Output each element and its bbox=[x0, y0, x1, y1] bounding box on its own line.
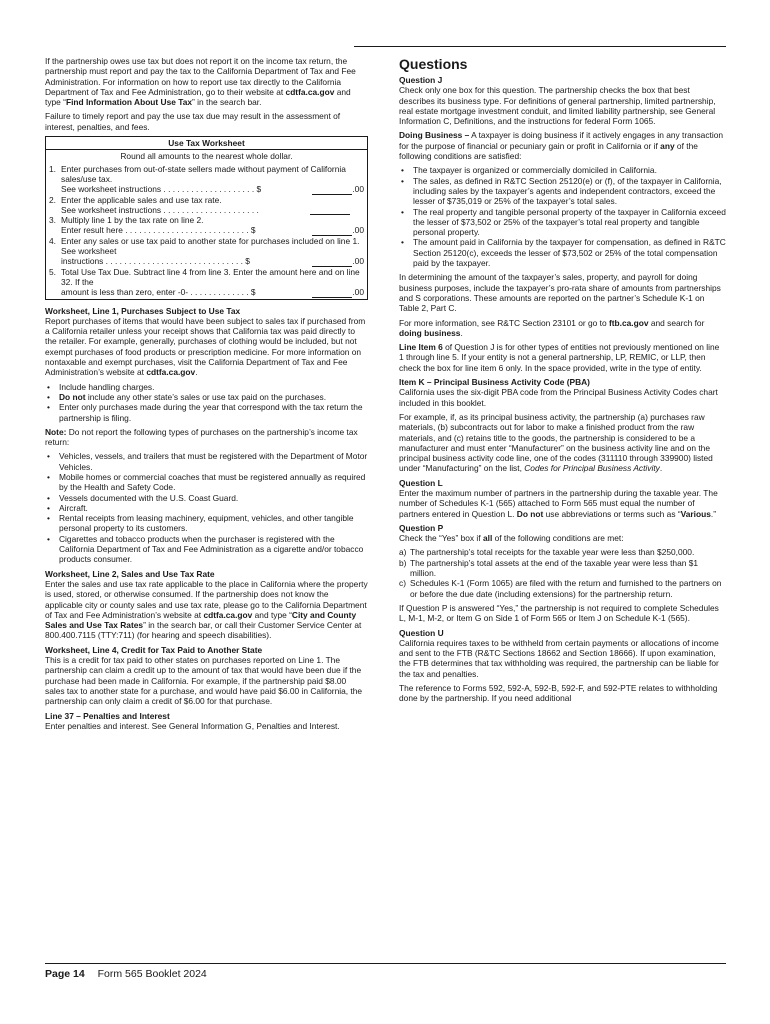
line4-heading: Worksheet, Line 4, Credit for Tax Paid to Another State bbox=[45, 644, 263, 655]
worksheet-line-2: 2. Enter the applicable sales and use tax rate. See worksheet instructions . . . . . . . . . . . . . . . . . . . . . bbox=[49, 195, 364, 216]
example-paragraph: For example, if, as its principal business activity, the partnership (a) purchases raw materials, (b) subcontracts out for labor to make a finished product from the raw materials, and (c) retains title to the goods, the partnership is considered to be a manufacturer and must enter “Manufacturer” on the business activity line and on the principal business activity code line, one of the codes (311110 through 339900) listed under “Manufacturing” on the list, Codes for Principal Business Activity. bbox=[399, 411, 713, 474]
question-p-paragraph: Check the “Yes” box if all of the following conditions are met: bbox=[399, 533, 624, 544]
line-3-amount-field[interactable] bbox=[312, 226, 352, 236]
question-p-after: If Question P is answered “Yes,” the partnership is not required to complete Schedules L, M-1, M-2, or Item G on Side 1 of Form 565 or Item J on Schedule K-1 (565). bbox=[399, 602, 719, 624]
question-l-heading: Question L bbox=[399, 477, 443, 488]
question-j-heading: Question J bbox=[399, 75, 443, 85]
list-item: • Vehicles, vessels, and trailers that must be registered with the Department of Motor Vehicles. bbox=[45, 451, 368, 472]
cdtfa-link: cdtfa.ca.gov bbox=[285, 86, 335, 97]
worksheet-line-3: 3. Multiply line 1 by the tax rate on line 2. Enter result here . . . . . . . . . . . . . . . . . . . . . . . . . . . $ .00 bbox=[49, 215, 364, 236]
list-item: • Enter only purchases made during the year that correspond with the tax return the partnership is filing. bbox=[45, 402, 368, 423]
list-item: • Cigarettes and tobacco products when the purchaser is registered with the California Department of Tax and Fee Administration as a cigarette and/or tobacco products consumer. bbox=[45, 534, 368, 565]
page-number: Page 14 bbox=[45, 968, 85, 980]
question-p-heading: Question P bbox=[399, 522, 444, 533]
failure-notice: Failure to timely report and pay the use tax due may result in the assessment of interest, penalties, and fees. bbox=[45, 111, 341, 132]
list-item: • Do not include any other state’s sales or use tax paid on the purchases. bbox=[45, 392, 368, 402]
line-1-amount-field[interactable] bbox=[312, 185, 352, 195]
worksheet-line-1: 1. Enter purchases from out-of-state sellers made without payment of California sales/use tax. See worksheet instructions . . . . . . . . . . . . . . . . . . . . $ .00 bbox=[49, 163, 364, 195]
list-item: • Aircraft. bbox=[45, 503, 368, 513]
worksheet-line-5: 5. Total Use Tax Due. Subtract line 4 from line 3. Enter the amount here and on line 32. If the amount is less than zero, enter -0- . . . . . . . . . . . . . $ .00 bbox=[49, 266, 364, 298]
more-info-paragraph: For more information, see R&TC Section 23101 or go to ftb.ca.gov and search for doing business. bbox=[399, 317, 705, 338]
line37-paragraph: Enter penalties and interest. See General Information G, Penalties and Interest. bbox=[45, 720, 340, 731]
question-u-heading: Question U bbox=[399, 627, 444, 638]
worksheet-title: Use Tax Worksheet bbox=[46, 138, 367, 150]
line-item-6-paragraph: Line Item 6 of Question J is for other types of entities not previously mentioned on line 1 through line 5. If your entity is not a general partnership, LP, REMIC, or LLP, then check the box for line item 6 only. In the space provided, write in the type of entity. bbox=[399, 342, 720, 373]
doing-business-paragraph: Doing Business – A taxpayer is doing business if it actively engages in any transaction for the purpose of financial or pecuniary gain or profit in California or if any of the following conditions are satisfied: bbox=[399, 130, 724, 162]
page-footer bbox=[45, 963, 726, 979]
list-item: • The taxpayer is organized or commercially domiciled in California. bbox=[399, 165, 726, 175]
note-bullets bbox=[45, 451, 368, 564]
line37-heading: Line 37 – Penalties and Interest bbox=[45, 710, 170, 721]
item-k-heading: Item K – Principal Business Activity Code (PBA) bbox=[399, 377, 590, 388]
worksheet-subtitle: Round all amounts to the nearest whole dollar. bbox=[120, 151, 293, 162]
line4-paragraph: This is a credit for tax paid to other states on purchases reported on Line 1. The partnership can claim a credit up to the amount of tax that would have been due if the purchase had been made in California. For example, if the partnership paid $8.00 sales tax to another state for a purchase, and would have paid $6.00 in California, the partnership can only claim a credit of $6.00 for that purchase. bbox=[45, 655, 363, 707]
list-item: • The sales, as defined in R&TC Section 25120(e) or (f), of the taxpayer in California, including sales by the taxpayer’s agents and independent contractors, exceed the lesser of $735,019 or 25% of the taxpayer’s total sales. bbox=[399, 176, 726, 207]
list-item: • Include handling charges. bbox=[45, 382, 368, 392]
list-item: • Mobile homes or commercial coaches that must be registered annually as required by the Health and Safety Code. bbox=[45, 472, 368, 493]
worksheet-line-4: 4. Enter any sales or use tax paid to another state for purchases included on line 1. See worksheet instructions . . . . . . . . . . . . . . . . . . . . . . . . . . . . . . $ .00 bbox=[49, 235, 364, 267]
line1-bullets bbox=[45, 382, 368, 423]
line-5-amount-field[interactable] bbox=[312, 288, 352, 298]
question-p-conditions bbox=[399, 547, 726, 598]
question-j-paragraph: Check only one box for this question. The partnership checks the box that best describes its business type. For definitions of general partnership, limited partnership, real estate mortgage investment conduit, and limited liability partnership, see General Information C, Definitions, and the instructions for federal Form 1065. bbox=[399, 85, 716, 127]
booklet-page bbox=[45, 56, 726, 956]
left-column bbox=[45, 56, 368, 735]
use-tax-worksheet bbox=[45, 136, 368, 299]
booklet-name: Form 565 Booklet 2024 bbox=[97, 968, 207, 980]
right-column bbox=[399, 56, 726, 708]
use-tax-intro: If the partnership owes use tax but does not report it on the income tax return, the partnership must report and pay the tax to the California Department of Tax and Fee Administration. For information on how to report use tax directly to the California Department of Tax and Fee Administration, go to their website at cdtfa.ca.gov and type “Find Information About Use Tax” in the search bar. bbox=[45, 56, 356, 108]
item-k-paragraph: California uses the six-digit PBA code from the Principal Business Activity Codes chart included in this booklet. bbox=[399, 387, 718, 408]
list-item: c) Schedules K-1 (Form 1065) are filed with the return and furnished to the partners on or before the due date (including extensions) for the partnership return. bbox=[399, 578, 722, 599]
list-item: • Vessels documented with the U.S. Coast Guard. bbox=[45, 493, 368, 503]
withholding-reference-paragraph: The reference to Forms 592, 592-A, 592-B, 592-F, and 592-PTE relates to withholding done by the partnership. If you need additional bbox=[399, 683, 718, 704]
list-item: • Rental receipts from leasing machinery, equipment, vehicles, and other tangible personal property to its customers. bbox=[45, 513, 368, 534]
question-u-paragraph: California requires taxes to be withheld from certain payments or allocations of income and sent to the FTB (R&TC Sections 18662 and Section 18666). If upon examination, the FTB determines that tax withholding was required, the partnership can be liable for the tax and penalties. bbox=[399, 637, 719, 679]
list-item: a) The partnership’s total receipts for the taxable year were less than $250,000. bbox=[399, 547, 695, 558]
line1-heading: Worksheet, Line 1, Purchases Subject to Use Tax bbox=[45, 305, 241, 316]
questions-top-rule bbox=[354, 46, 726, 47]
list-item: b) The partnership’s total assets at the end of the taxable year were less than $1 million. bbox=[399, 557, 699, 579]
line-4-amount-field[interactable] bbox=[312, 257, 352, 267]
list-item: • The real property and tangible personal property of the taxpayer in California exceed the lesser of $73,502 or 25% of the taxpayer’s total real property and tangible personal property. bbox=[399, 207, 726, 238]
note-paragraph: Note: Do not report the following types of purchases on the partnership’s income tax return: bbox=[45, 426, 358, 448]
question-l-paragraph: Enter the maximum number of partners in the partnership during the taxable year. The number of Schedules K-1 (565) attached to Form 565 must equal the number of partners entered in Question L. Do not use abbreviations or terms such as “Various.” bbox=[399, 487, 718, 519]
line2-paragraph: Enter the sales and use tax rate applicable to the place in California where the property is used, stored, or otherwise consumed. If the partnership does not know the applicable city or county sales and use tax rate, please go to the California Department of Tax and Fee Administration’s website at cdtfa.ca.gov and type “City and County Sales and Use Tax Rates” in the search bar, or call their Customer Service Center at 800.400.7115 (TTY:711) (for hearing and speech disabilities). bbox=[45, 578, 368, 641]
questions-title: Questions bbox=[399, 56, 468, 72]
line2-heading: Worksheet, Line 2, Sales and Use Tax Rate bbox=[45, 568, 215, 579]
list-item: • The amount paid in California by the taxpayer for compensation, as defined in R&TC Section 25120(c), exceeds the lesser of $73,502 or 25% of the total compensation paid by the taxpayer. bbox=[399, 237, 726, 268]
line1-paragraph: Report purchases of items that would have been subject to sales tax if purchased from a California retailer unless your receipt shows that California tax was paid directly to the retailer. For example, generally, purchases of clothing would be included, but not exempt purchases of food products or prescription medicine. For more information on nontaxable and exempt purchases, visit the California Department of Tax and Fee Administration’s website at cdtfa.ca.gov. bbox=[45, 315, 366, 378]
line-2-rate-field[interactable] bbox=[310, 205, 350, 215]
ftb-link: ftb.ca.gov bbox=[608, 317, 649, 328]
doing-business-bullets bbox=[399, 165, 726, 268]
determining-paragraph: In determining the amount of the taxpayer’s sales, property, and payroll for doing business purposes, include the taxpayer’s pro-rata share of amounts from partnerships and S corporations. These amounts are reported on the partner’s Schedule K-1 on Table 2, Part C. bbox=[399, 272, 721, 314]
